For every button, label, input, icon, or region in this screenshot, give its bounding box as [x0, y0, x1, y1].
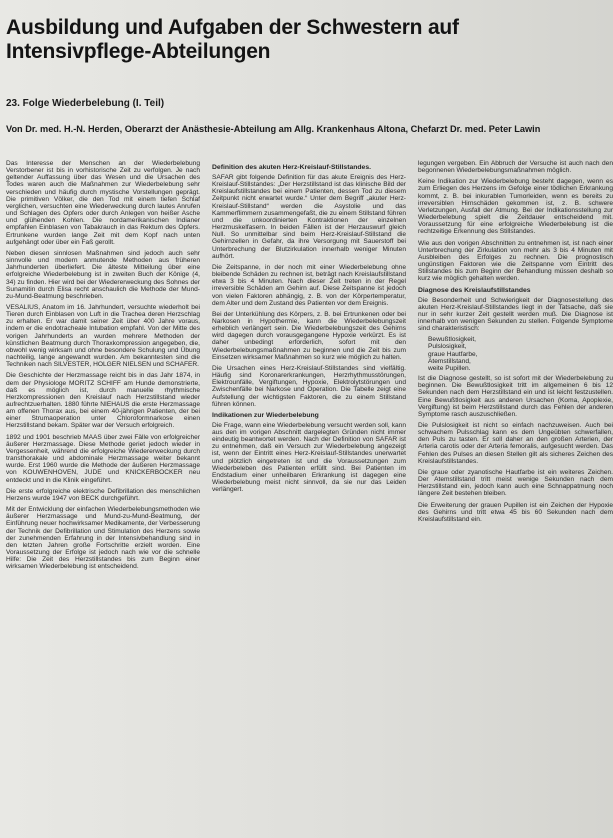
- paragraph: Die graue oder zyanotische Hautfarbe ist ein weiteres Zeichen. Der Atemstillstand tritt meist wenige Sekunden nach dem Herzstillstand ein, jedoch kann auch eine Schnappatmung noch längere Zeit bestehen bleiben.: [418, 468, 613, 498]
- list-item: Pulslosigkeit,: [428, 343, 467, 351]
- paragraph: SAFAR gibt folgende Definition für das akute Ereignis des Herz-Kreislauf-Stillstandes: „Der Herzstillstand ist das klinische Bild der Kreislaufstillstandes bei einem Patienten, dessen Tod zu diesem Zeitpunkt nicht erwartet wurde.“ Unter dem Begriff „akuter Herz-Kreislauf-Stillstand“ werden die Asystolie und das Kammerflimmern zusammengefaßt, die zu einem Stillstand führen und die unkoordinierten Kontraktionen der einzelnen Herzmuskelfasern. In beiden Fällen ist der Herzauswurf gleich Null. So unmittelbar sind beim Herz-Kreislauf-Stillstand die Gehirnzellen in Gefahr, da ihre Versorgung mit Sauerstoff bei Unterbrechung der Blutzirkulation innerhalb weniger Minuten aufhört.: [212, 174, 406, 260]
- article-title: Ausbildung und Aufgaben der Schwestern auf Intensivpflege-Abteilungen: [6, 16, 459, 64]
- paragraph: Das Interesse der Menschen an der Wiederbelebung Verstorbener ist bis in vorhistorische Zeit zu verfolgen. Je nach geltender Auffassung über das Wesen und die Ursachen des Todes waren auch die Maßnahmen zur Wiederbelebung sehr verschieden und häufig durch mystische Vorstellungen geprägt. Die primitiven Völker, die den Tod mit einem tiefen Schlaf verglichen, versuchten eine Wiederweckung durch lautes Anrufen und Schlagen des Opfers oder durch Anlegen von heißer Asche und glühenden Kohlen. Die nordamerikanischen Indianer empfahlen Einblasen von Tabakrauch in das Rektum des Opfers. Ertrunkene wurden lange Zeit mit dem Kopf nach unten aufgehängt oder über ein Faß gerollt.: [6, 160, 200, 246]
- paragraph: Neben diesen sinnlosen Maßnahmen sind jedoch auch sehr sinnvolle und modern anmutende Methoden aus früheren Jahrhunderten überliefert. Die älteste Mitteilung über eine erfolgreiche Wiederbelebung ist in zweiten Buch der Könige (4, 34) zu finden. Hier wird bei der Wiedererweckung des Sohnes der Sunamitin durch Elisa recht anschaulich die Methode der Mund-zu-Mund-Beatmung beschrieben.: [6, 249, 200, 300]
- series-label: 23. Folge Wiederbelebung (I. Teil): [6, 98, 165, 109]
- paragraph: Die Pulslosigkeit ist nicht so einfach nachzuweisen. Auch bei schwachem Pulsschlag kann es dem Ungeübten schwerfallen, den Puls zu tasten. Er soll daher an den großen Arterien, der Arteria carotis oder der Arteria femoralis, aufgesucht werden. Das Fehlen des Pulses an diesen Stellen gilt als sicheres Zeichen des Kreislaufstillstandes.: [418, 422, 613, 465]
- paragraph: 1892 und 1901 beschrieb MAAS über zwei Fälle von erfolgreicher äußerer Herzmassage. Diese Methode geriet jedoch wieder in Vergessenheit, während die erfolgreiche Wiedererweckung durch transthorakale und abdominale Herzmassage weiter bekannt wurde. Erst 1960 wurde die Methode der äußeren Herzmassage von KOUWENHOVEN, JUDE und KNICKERBOCKER neu entdeckt und in die Klinik eingeführt.: [6, 433, 200, 484]
- author-line: Von Dr. med. H.-N. Herden, Oberarzt der Anästhesie-Abteilung am Allg. Krankenhaus Altona, Chefarzt Dr. med. Peter Lawin: [6, 124, 541, 134]
- paragraph: Die Frage, wann eine Wiederbelebung versucht werden soll, kann aus den im vorigen Abschnitt dargelegten Gründen nicht immer eindeutig beantwortet werden. Nach der Definition von SAFAR ist zu entnehmen, daß ein Versuch zur Wiederbelebung angezeigt ist, wenn der Eintritt eines Herz-Kreislauf-Stillstandes unerwartet und plötzlich eingetreten ist und die Voraussetzungen zum Wiederbeleben des Patienten erfüllt sind. Bei Patienten im Endstadium einer unheilbaren Erkrankung ist dagegen eine Wiederbelebung meist nicht sinnvoll, da sie nur das Leiden verlängert.: [212, 421, 406, 494]
- symptom-list: [428, 336, 613, 372]
- paragraph: Ist die Diagnose gestellt, so ist sofort mit der Wiederbelebung zu beginnen. Die Bewußtlosigkeit tritt im allgemeinen 6 bis 12 Sekunden nach dem Herzstillstand ein und ist leicht festzustellen. Eine Bewußtlosigkeit aus anderen Ursachen (Koma, Apoplexie, Vergiftung) ist beim Herzstillstand durch das Fehlen der anderen Symptome rasch auszuschließen.: [418, 375, 613, 418]
- section-heading: Definition des akuten Herz-Kreislauf-Stillstandes.: [212, 164, 372, 171]
- paragraph: VESALIUS, Anatom im 16. Jahrhundert, versuchte wiederholt bei Tieren durch Einblasen von Luft in die Trachea deren Herzschlag zu erhalten. Er war damit seiner Zeit über 400 Jahre voraus, indem er die endotracheale Intubation empfahl. Von der Mitte des vorigen Jahrhunderts an wurden mehrere Methoden der künstlichen Beatmung durch Thoraxkompression angegeben, die, obwohl wenig wirksam und ohne besondere Schulung und Übung nachteilig, lange angewandt wurden. Am bekanntesten sind die Techniken nach SILVESTER, HOLGER NIELSEN und SCHAFER.: [6, 303, 200, 369]
- paragraph: Die Erweiterung der grauen Pupillen ist ein Zeichen der Hypoxie des Gehirns und tritt etwa 45 bis 60 Sekunden nach dem Kreislaufstillstand ein.: [418, 501, 613, 523]
- list-item: graue Hautfarbe,: [428, 350, 478, 358]
- text-column-1: [6, 160, 200, 836]
- paragraph: Keine Indikation zur Wiederbelebung besteht dagegen, wenn es zum Erliegen des Herzens im Gefolge einer tödlichen Erkrankung kommt, z. B. bei inkurablen Tumorleiden, wenn es bereits zu irreversiblen Hirnschäden gekommen ist, z. B. schwere Verletzungen, Ausfall der Atmung. Bei der Indikationsstellung zur Wiederbelebung spielt die Zeitdauer entscheidend mit. Voraussetzung für eine erfolgreiche Wiederbelebung ist die rechtzeitige Erkennung des Stillstandes.: [418, 178, 613, 236]
- paragraph: Die Geschichte der Herzmassage reicht bis in das Jahr 1874, in dem der Physiologe MORITZ SCHIFF am Hunde demonstrierte, daß es möglich ist, durch manuelle rhythmische Herzkompressionen den Kreislauf nach Herzstillstand wieder aufrechtzuerhalten. 1880 führte NIEHAUS die erste Herzmassage am offenen Thorax aus, bei einem 40-jährigen Patienten, der bei einer Strumaoperation unter Chloroformnarkose einen Herzstillstand bekam. Später war der Versuch erfolgreich.: [6, 372, 200, 430]
- paragraph: Die Zeitspanne, in der noch mit einer Wiederbelebung ohne bleibende Schäden zu rechnen ist, beträgt nach Kreislaufstillstand etwa 3 bis 4 Minuten. Nach dieser Zeit treten in der Regel irreversible Schäden am Gehirn auf. Diese Zeitspanne ist jedoch von vielen Faktoren abhängig, z. B. von der Körpertemperatur, dem Alter und dem Zustand des Patienten vor dem Ereignis.: [212, 263, 406, 307]
- paragraph: Die Besonderheit und Schwierigkeit der Diagnosestellung des akuten Herz-Kreislauf-Stillstandes liegt in der Tatsache, daß sie nur in sehr kurzer Zeit gestellt werden muß. Die Diagnose ist innerhalb von wenigen Sekunden zu stellen. Folgende Symptome sind charakteristisch:: [418, 296, 613, 333]
- list-item: Atemstillstand,: [428, 357, 471, 365]
- section-heading: Diagnose des Kreislaufstillstandes: [418, 286, 531, 294]
- paragraph: Wie aus den vorigen Abschnitten zu entnehmen ist, ist nach einer Unterbrechung der Zirkulation von mehr als 3 bis 4 Minuten mit Ausbleiben des Erfolges zu rechnen. Die prognostisch ungünstigen Faktoren wie die Zeitspanne vom Eintritt des Stillstandes bis zum Beginn der Behandlung müssen deshalb so kurz wie möglich gehalten werden.: [418, 239, 613, 283]
- paragraph: Die Ursachen eines Herz-Kreislauf-Stillstandes sind vielfältig. Häufig sind Koronarerkrankungen, Herzrhythmusstörungen, Elektrounfälle, Vergiftungen, Hypoxie, Elektrolytstörungen und Zwischenfälle bei Narkose und Operation. Die Tabelle zeigt eine Aufstellung der wichtigsten Faktoren, die zu einem Stillstand führen können.: [212, 364, 406, 408]
- list-item: Bewußtlosigkeit,: [428, 336, 477, 344]
- paragraph: Bei der Unterkühlung des Körpers, z. B. bei Ertrunkenen oder bei Narkosen in Hypothermie, kann die Wiederbelebungszeit erheblich verlängert sein. Die Wiederbelebungszeit des Gehirns wird dagegen durch vorausgegangene Hypoxie verkürzt. Es ist daher unbedingt erforderlich, sofort mit den Wiederbelebungsmaßnahmen zu beginnen und die Zeit bis zum Einsetzen wirksamer Maßnahmen so kurz wie möglich zu halten.: [212, 310, 406, 361]
- paragraph: Mit der Entwicklung der einfachen Wiederbelebungsmethoden wie äußerer Herzmassage und Mund-zu-Mund-Beatmung, der Einführung neuer hochwirksamer Medikamente, der Verbesserung der Technik der Defibrillation und Stimulation des Herzens sowie der zunehmenden Erfahrung in der Intensivbehandlung sind in den letzten Jahren große Fortschritte erzielt worden. Eine Voraussetzung der Erfolge ist jedoch nach wie vor die schnelle Hilfe: Die Zeit des Herzstillstandes bis zum Beginn einer wirksamen Wiederbelebung ist entscheidend.: [6, 506, 200, 571]
- section-heading: Indikationen zur Wiederbelebung: [212, 411, 319, 419]
- paragraph: legungen vergeben. Ein Abbruch der Versuche ist auch nach den begonnenen Wiederbelebungsmaßnahmen möglich.: [418, 160, 613, 175]
- list-item: weite Pupillen.: [428, 364, 471, 372]
- text-column-3: [418, 160, 613, 836]
- text-column-2: [212, 160, 406, 836]
- paragraph: Die erste erfolgreiche elektrische Defibrillation des menschlichen Herzens wurde 1947 von BECK durchgeführt.: [6, 487, 200, 502]
